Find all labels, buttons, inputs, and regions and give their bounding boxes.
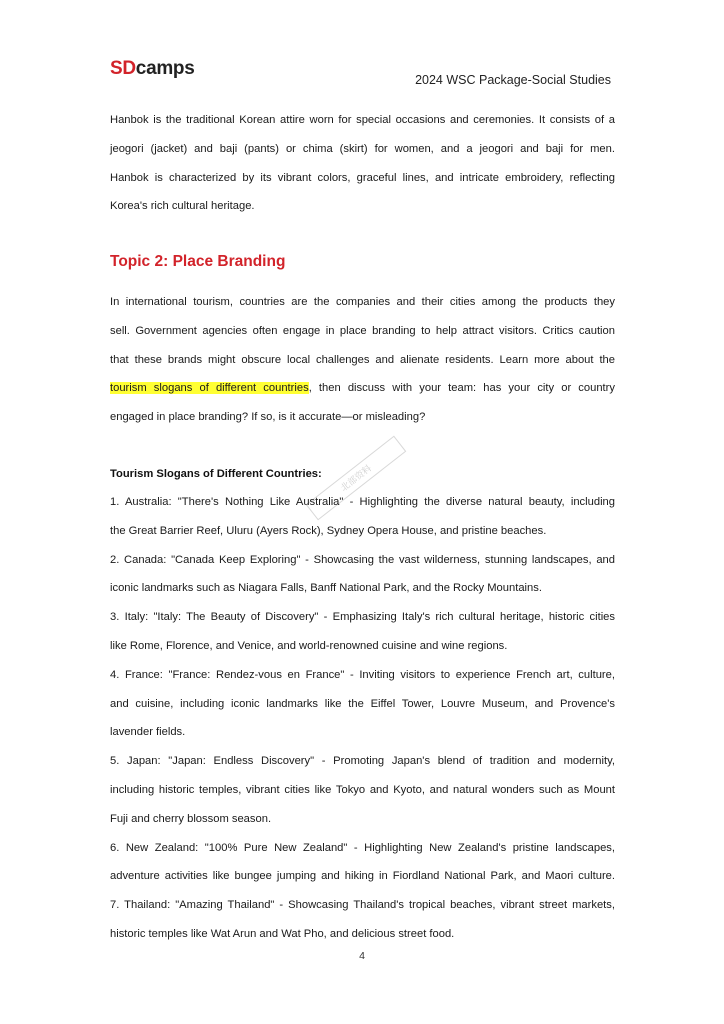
list-line: 5. Japan: "Japan: Endless Discovery" - Promoting Japan's blend of tradition and modernity,: [110, 755, 615, 768]
paragraph-line: that these brands might obscure local challenges and alienate residents. Learn more about the: [110, 353, 615, 366]
paragraph-line: [110, 374, 615, 403]
logo-sd-mark: SD: [110, 58, 136, 79]
list-line: 2. Canada: "Canada Keep Exploring" - Showcasing the vast wilderness, stunning landscapes, and: [110, 553, 615, 566]
document-header-title: 2024 WSC Package-Social Studies: [415, 73, 611, 87]
list-line: 6. New Zealand: "100% Pure New Zealand" - Highlighting New Zealand's pristine landscapes,: [110, 841, 615, 854]
highlighted-link-text: tourism slogans of different countries: [110, 382, 309, 395]
list-line: 3. Italy: "Italy: The Beauty of Discovery" - Emphasizing Italy's rich cultural heritage, historic cities: [110, 611, 615, 624]
paragraph-line: jeogori (jacket) and baji (pants) or chima (skirt) for women, and a jeogori and baji for men.: [110, 142, 615, 155]
list-line: Fuji and cherry blossom season.: [110, 812, 272, 825]
list-line: and cuisine, including iconic landmarks like the Eiffel Tower, Louvre Museum, and Provence's: [110, 697, 615, 710]
paragraph-line: Korea's rich cultural heritage.: [110, 200, 255, 213]
list-line: iconic landmarks such as Niagara Falls, Banff National Park, and the Rocky Mountains.: [110, 582, 542, 595]
list-line: 4. France: "France: Rendez-vous en France" - Inviting visitors to experience French art, culture,: [110, 668, 615, 681]
list-line: like Rome, Florence, and Venice, and world-renowned cuisine and wine regions.: [110, 639, 508, 652]
place-branding-paragraph: [110, 288, 615, 432]
list-line: lavender fields.: [110, 726, 186, 739]
brand-logo: [110, 58, 195, 80]
slogans-list: [110, 488, 615, 949]
list-line: 1. Australia: "There's Nothing Like Australia" - Highlighting the diverse natural beauty, including: [110, 496, 615, 508]
list-line: 7. Thailand: "Amazing Thailand" - Showcasing Thailand's tropical beaches, vibrant street markets,: [110, 899, 615, 912]
paragraph-line: engaged in place branding? If so, is it accurate—or misleading?: [110, 411, 426, 424]
list-line: adventure activities like bungee jumping and hiking in Fiordland National Park, and Maori culture.: [110, 870, 615, 883]
hanbok-paragraph: [110, 106, 615, 221]
paragraph-line: In international tourism, countries are the companies and their cities among the products they: [110, 296, 615, 308]
slogans-heading: Tourism Slogans of Different Countries:: [110, 468, 322, 480]
page-number: 4: [359, 950, 365, 962]
list-line: including historic temples, vibrant cities like Tokyo and Kyoto, and natural wonders such as Mount: [110, 783, 615, 796]
paragraph-line: Hanbok is the traditional Korean attire worn for special occasions and ceremonies. It consists of a: [110, 114, 615, 126]
paragraph-line-rest: , then discuss with your team: has your city or country: [308, 382, 615, 395]
watermark-stamp: 北部资料: [306, 436, 407, 521]
paragraph-line: Hanbok is characterized by its vibrant colors, graceful lines, and intricate embroidery, reflecting: [110, 171, 615, 184]
topic-heading: Topic 2: Place Branding: [110, 253, 286, 270]
list-line: the Great Barrier Reef, Uluru (Ayers Rock), Sydney Opera House, and pristine beaches.: [110, 524, 547, 537]
paragraph-line: sell. Government agencies often engage in place branding to help attract visitors. Critics caution: [110, 324, 615, 337]
logo-wordmark: camps: [135, 58, 195, 79]
list-line: historic temples like Wat Arun and Wat Pho, and delicious street food.: [110, 927, 455, 940]
